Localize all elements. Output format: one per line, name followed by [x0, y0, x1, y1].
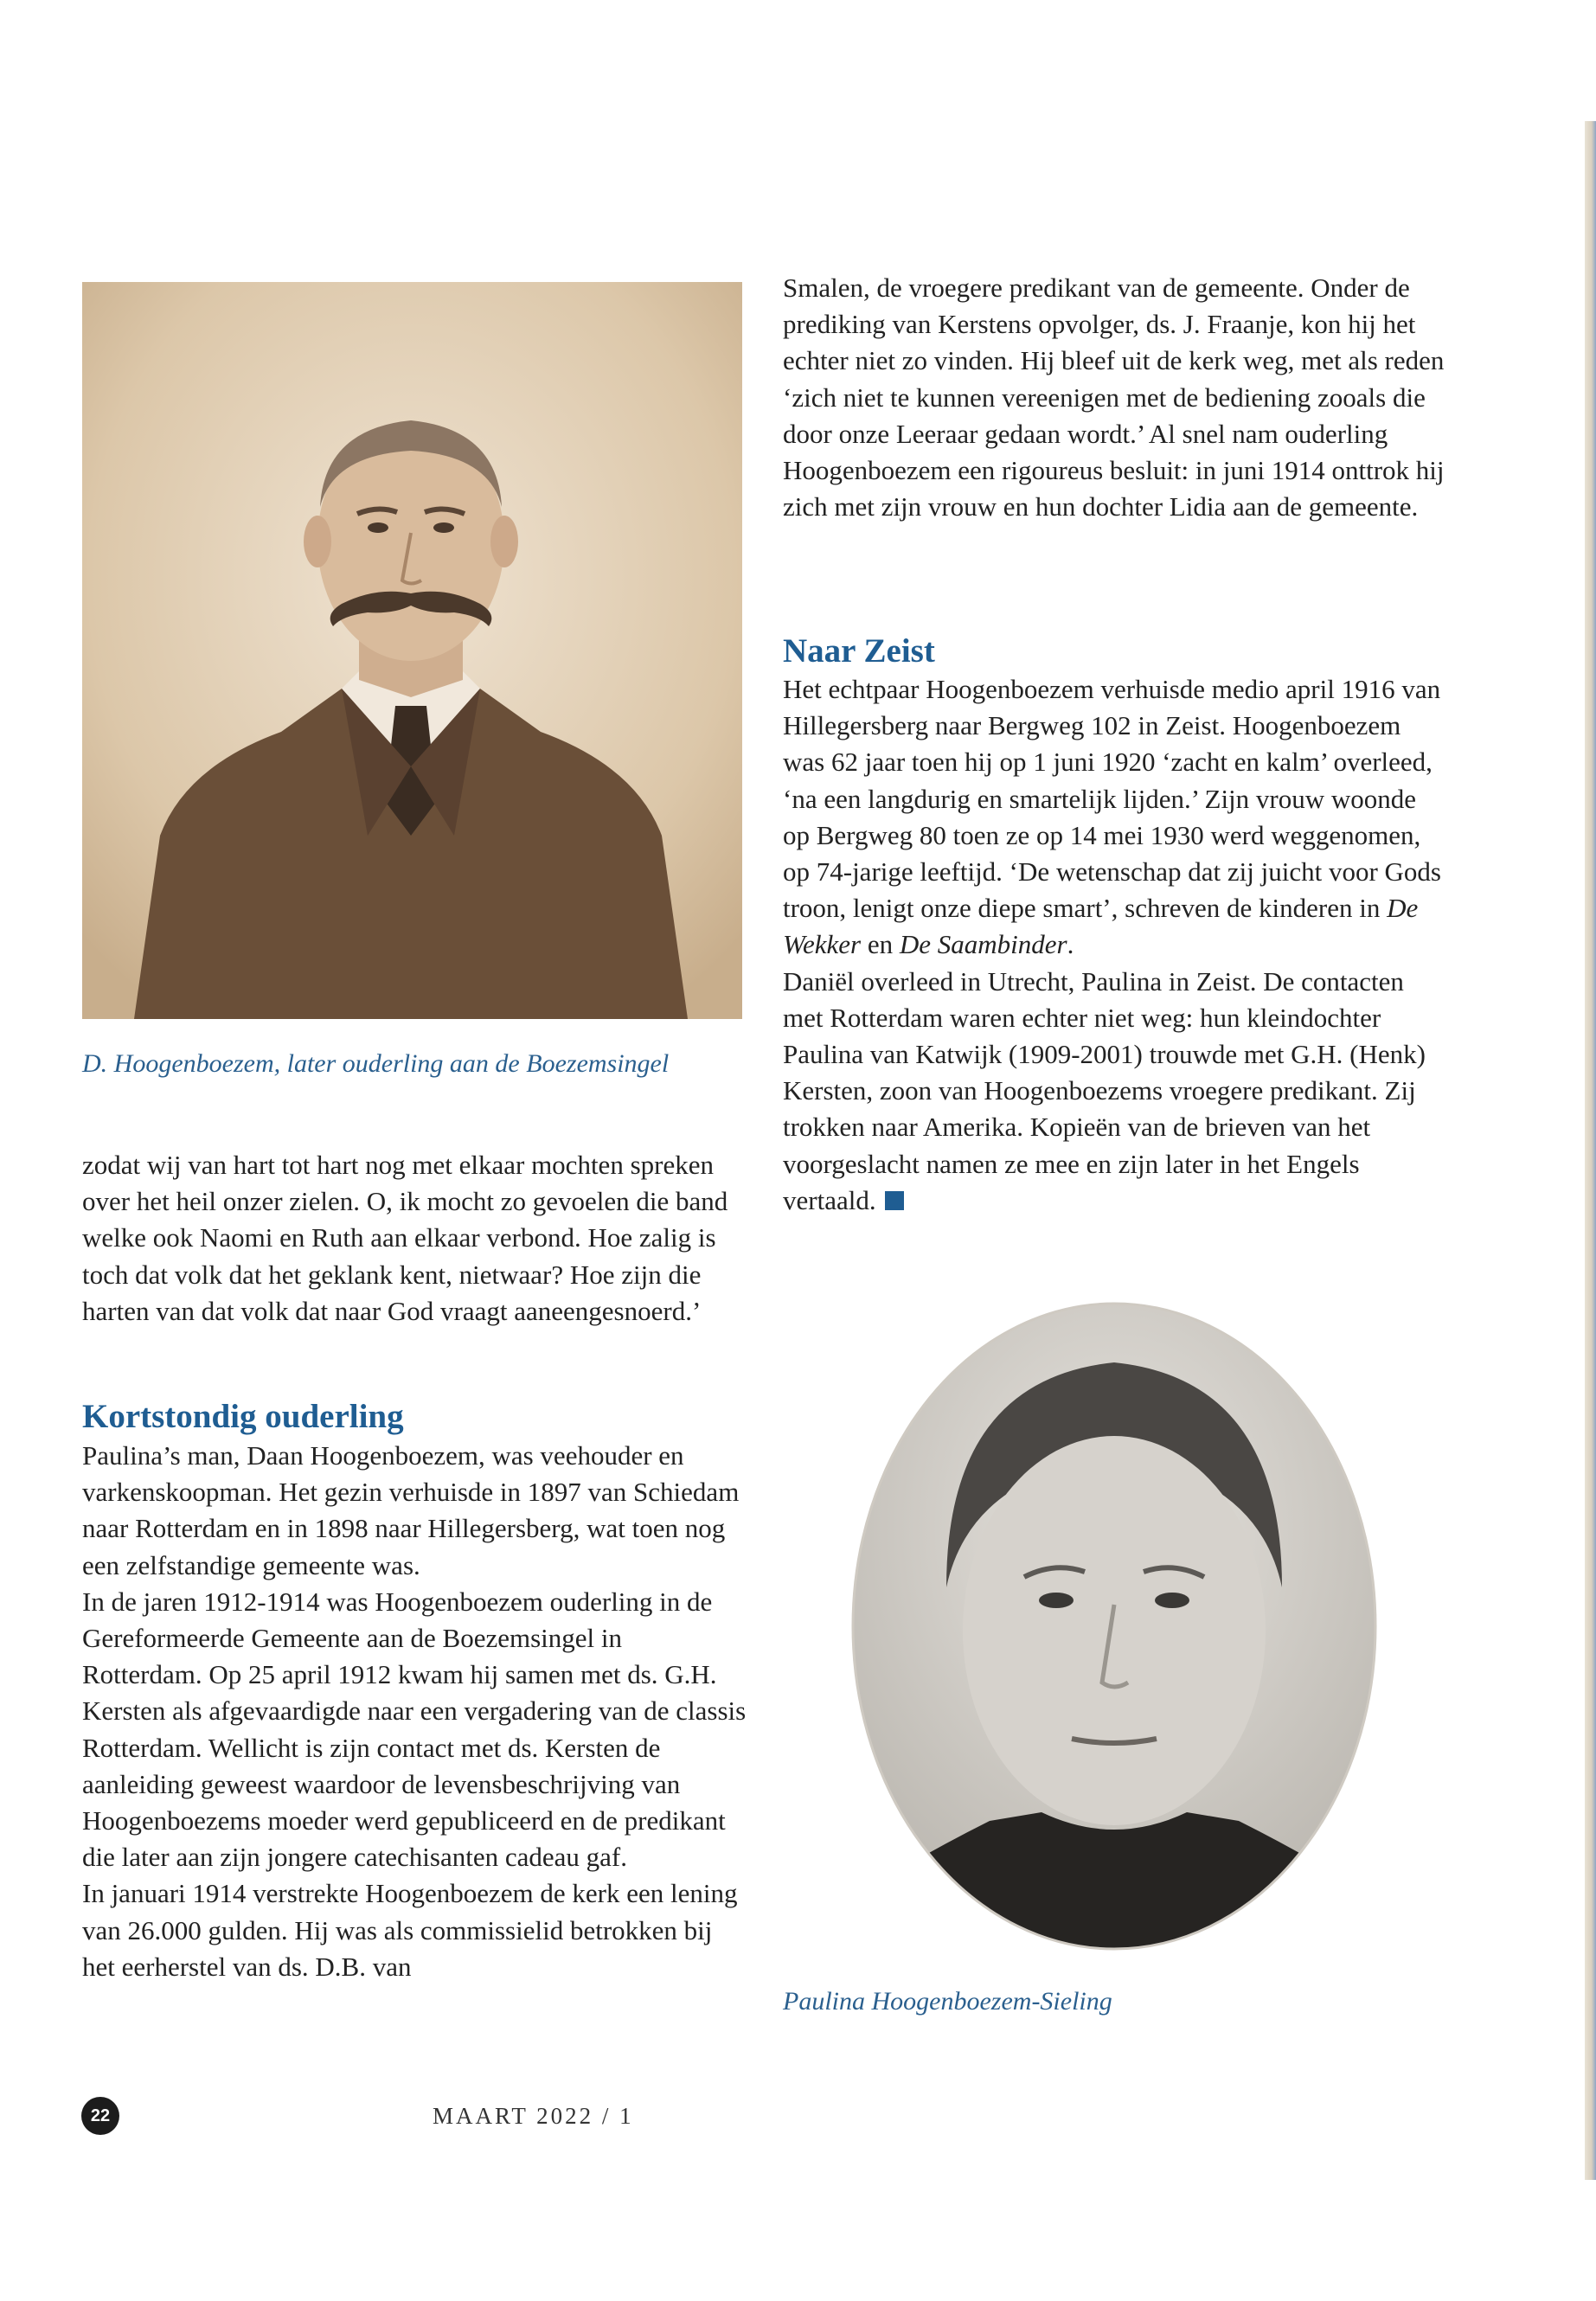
paragraph: In de jaren 1912-1914 was Hoogenboezem ouderling in de Gereformeerde Gemeente aan de Boezemsingel in Rotterdam. Op 25 april 1912 kwam hij samen met ds. G.H. Kersten als afgevaardigde naar een vergadering van de classis Rotterdam. Wellicht is zijn contact met ds. Kersten de aanleiding geweest waardoor de levensbeschrijving van Hoogenboezems moeder werd gepubliceerd en de predikant die later aan zijn jongere catechisanten cadeau gaf.	[82, 1586, 747, 1873]
photo-caption-paulina: Paulina Hoogenboezem-Sieling	[783, 1987, 1112, 2016]
paragraph	[783, 964, 1449, 1219]
paragraph-text: Daniël overleed in Utrecht, Paulina in Zeist. De contacten met Rotterdam waren echter niet weg: hun kleindochter Paulina van Katwijk (1909-2001) trouwde met G.H. (Henk) Kersten, zoon van Hoogenboezems vroegere predikant. Zij trokken naar Amerika. Kopieën van de brieven van het voorgeslacht namen ze mee en zijn later in het Engels vertaald.	[783, 965, 1426, 1215]
photo-paulina-hoogenboezem-sieling	[851, 1302, 1377, 1951]
left-intro-paragraph	[82, 1147, 748, 1330]
photo-d-hoogenboezem	[82, 282, 742, 1019]
paragraph-text: Het echtpaar Hoogenboezem verhuisde medio april 1916 van Hillegersberg naar Bergweg 102 in Zeist. Hoogenboezem was 62 jaar toen hij op 1 juni 1920 ‘zacht en kalm’ overleed, ‘na een langdurig en smartelijk lijden.’ Zijn vrouw woonde op Bergweg 80 toen ze op 14 mei 1930 werd weggenomen, op 74-jarige leeftijd. ‘De wetenschap dat zij juicht voor Gods troon, lenigt onze diepe smart’, schreven de kinderen in	[783, 674, 1441, 924]
left-section-body	[82, 1438, 748, 1985]
issue-label: MAART 2022 / 1	[433, 2103, 634, 2129]
right-section-body	[783, 671, 1449, 1219]
page-edge-strip	[1585, 121, 1596, 2180]
paragraph: Paulina’s man, Daan Hoogenboezem, was veehouder en varkenskoopman. Het gezin verhuisde in 1897 van Schiedam naar Rotterdam en in 1898 naar Hillegersberg, wat toen nog een zelfstandige gemeente was.	[82, 1440, 740, 1580]
periodical-de-wekker: De Wekker	[783, 893, 1419, 960]
paragraph: zodat wij van hart tot hart nog met elkaar mochten spreken over het heil onzer zielen. O, ik mocht zo gevoelen die band welke ook Naomi en Ruth aan elkaar verbond. Hoe zalig is toch dat volk dat het geklank kent, nietwaar? Hoe zijn die harten van dat volk dat naar God vraagt aaneengesnoerd.’	[82, 1150, 728, 1326]
paragraph: In januari 1914 verstrekte Hoogenboezem de kerk een lening van 26.000 gulden. Hij was als commissielid betrokken bij het eerherstel van ds. D.B. van	[82, 1878, 738, 1982]
paragraph	[783, 671, 1449, 964]
page-number-badge: 22	[81, 2097, 119, 2135]
sentence-end: .	[1067, 929, 1074, 960]
right-intro-paragraph	[783, 270, 1449, 525]
paragraph: Smalen, de vroegere predikant van de gemeente. Onder de prediking van Kerstens opvolger, ds. J. Fraanje, kon hij het echter niet zo vinden. Hij bleef uit de kerk weg, met als reden ‘zich niet te kunnen vereenigen met de bediening zooals die door onze Leeraar gedaan wordt.’ Al snel nam ouderling Hoogenboezem een rigoureus besluit: in juni 1914 onttrok hij zich met zijn vrouw en hun dochter Lidia aan de gemeente.	[783, 272, 1445, 522]
heading-naar-zeist: Naar Zeist	[783, 632, 935, 670]
photo-caption-d-hoogenboezem: D. Hoogenboezem, later ouderling aan de Boezemsingel	[82, 1049, 670, 1078]
periodical-de-saambinder: De Saambinder	[899, 929, 1067, 960]
end-of-article-square-icon	[885, 1191, 904, 1210]
connector-text: en	[861, 929, 900, 960]
heading-kortstondig-ouderling: Kortstondig ouderling	[82, 1398, 404, 1435]
